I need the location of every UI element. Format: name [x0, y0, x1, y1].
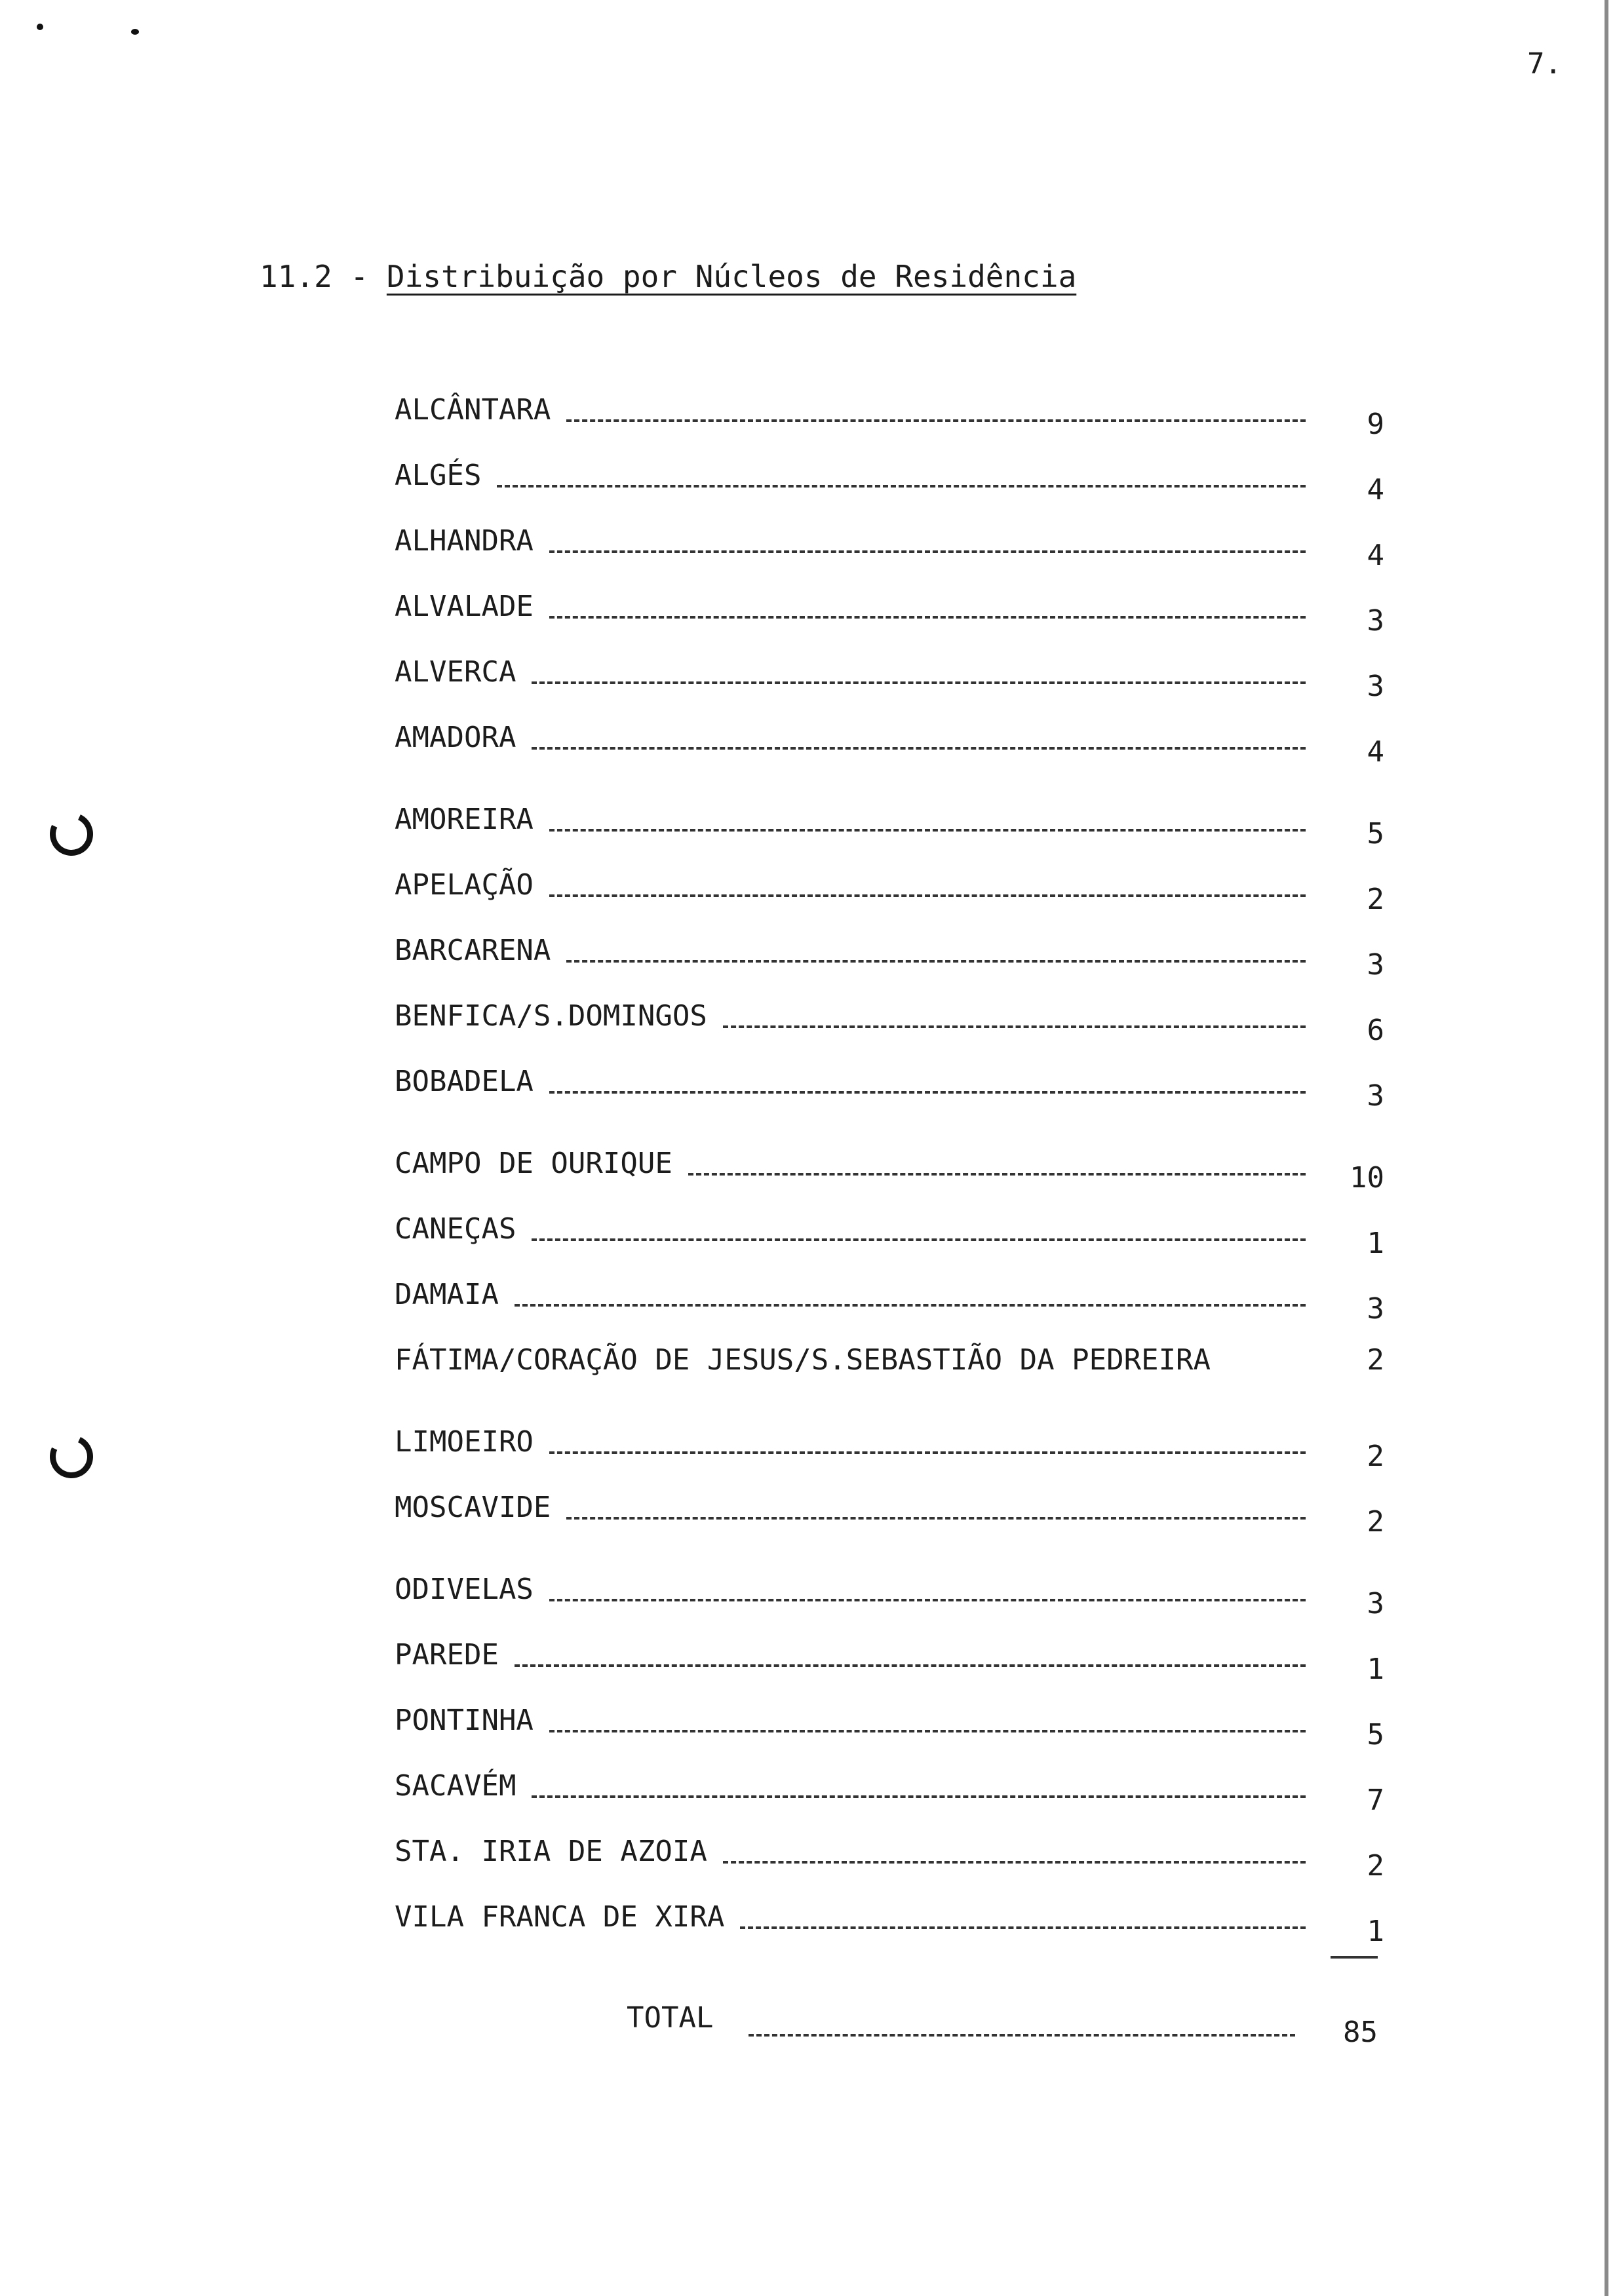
place-count: 3: [1367, 1079, 1384, 1113]
place-name: CAMPO DE OURIQUE: [395, 1147, 672, 1180]
list-item: [395, 1491, 1384, 1543]
dotted-leader: [497, 485, 1306, 488]
dotted-leader: [532, 1238, 1306, 1241]
dotted-leader: [566, 1517, 1306, 1520]
dotted-leader: [532, 1795, 1306, 1798]
place-name: AMOREIRA: [395, 803, 534, 836]
place-count: 3: [1367, 948, 1384, 982]
place-count: 3: [1367, 1587, 1384, 1620]
dotted-leader: [549, 1091, 1306, 1094]
place-name: FÁTIMA/CORAÇÃO DE JESUS/S.SEBASTIÃO DA PEDREIRA: [395, 1343, 1211, 1377]
place-count: 3: [1367, 1292, 1384, 1326]
place-name: ALHANDRA: [395, 524, 534, 558]
place-count: 3: [1367, 604, 1384, 638]
page-edge-line: [1605, 0, 1608, 2296]
section-number: 11.2 -: [260, 259, 387, 294]
total-rule: [1331, 1956, 1378, 1959]
place-count: 1: [1367, 1915, 1384, 1948]
dotted-leader: [566, 960, 1306, 963]
section-title: Distribuição por Núcleos de Residência: [386, 259, 1077, 294]
dotted-leader: [688, 1173, 1306, 1176]
list-item: [395, 721, 1384, 773]
total-leader: [749, 2034, 1295, 2037]
dotted-leader: [549, 829, 1306, 832]
place-count: 1: [1367, 1227, 1384, 1260]
dotted-leader: [549, 1599, 1306, 1601]
place-name: APELAÇÃO: [395, 868, 534, 902]
list-item: [395, 1065, 1384, 1117]
list-item: [395, 655, 1384, 708]
place-count: 5: [1367, 1718, 1384, 1751]
list-item: [395, 934, 1384, 986]
scan-speck: [37, 24, 43, 30]
section-heading: [260, 259, 1076, 294]
list-item: [395, 1278, 1384, 1330]
place-name: DAMAIA: [395, 1278, 499, 1311]
place-name: STA. IRIA DE AZOIA: [395, 1835, 707, 1868]
list-item: [395, 1638, 1384, 1691]
place-name: PONTINHA: [395, 1704, 534, 1737]
list-item: [395, 1425, 1384, 1478]
place-count: 2: [1367, 1440, 1384, 1473]
scan-speck: [131, 29, 139, 35]
dotted-leader: [549, 1730, 1306, 1732]
list-item: [395, 1704, 1384, 1756]
dotted-leader: [723, 1861, 1306, 1864]
place-count: 1: [1367, 1653, 1384, 1686]
place-name: VILA FRANCA DE XIRA: [395, 1900, 725, 1934]
place-name: BARCARENA: [395, 934, 551, 967]
dotted-leader: [723, 1025, 1306, 1028]
list-item: [395, 868, 1384, 921]
dotted-leader: [549, 550, 1306, 553]
page-number: 7.: [1527, 47, 1562, 81]
dotted-leader: [549, 616, 1306, 619]
total-label: TOTAL: [627, 2001, 714, 2035]
list-item: [395, 1573, 1384, 1625]
place-count: 3: [1367, 670, 1384, 703]
place-name: ALCÂNTARA: [395, 393, 551, 427]
dotted-leader: [532, 747, 1306, 750]
total-count: 85: [1343, 2016, 1378, 2049]
list-item: [395, 1835, 1384, 1887]
place-count: 4: [1367, 473, 1384, 507]
place-count: 4: [1367, 735, 1384, 769]
place-count: 5: [1367, 817, 1384, 851]
place-name: SACAVÉM: [395, 1769, 516, 1803]
place-count: 6: [1367, 1014, 1384, 1047]
place-name: BOBADELA: [395, 1065, 534, 1098]
place-count: 9: [1367, 408, 1384, 441]
place-count: 2: [1367, 883, 1384, 916]
place-count: 2: [1367, 1849, 1384, 1883]
dotted-leader: [549, 894, 1306, 897]
dotted-leader: [532, 681, 1306, 684]
place-count: 7: [1367, 1784, 1384, 1817]
list-item: [395, 1212, 1384, 1265]
dotted-leader: [549, 1451, 1306, 1454]
dotted-leader: [515, 1664, 1306, 1667]
list-item: [395, 1769, 1384, 1822]
place-name: ALGÉS: [395, 459, 482, 492]
place-count: 2: [1367, 1505, 1384, 1539]
place-count: 2: [1367, 1343, 1384, 1377]
place-name: PAREDE: [395, 1638, 499, 1672]
total-row: [627, 2001, 1378, 2054]
list-item: [395, 1900, 1384, 1953]
place-name: AMADORA: [395, 721, 516, 754]
place-name: MOSCAVIDE: [395, 1491, 551, 1524]
place-name: ODIVELAS: [395, 1573, 534, 1606]
list-item: [395, 999, 1384, 1052]
place-name: LIMOEIRO: [395, 1425, 534, 1459]
dotted-leader: [566, 419, 1306, 422]
punch-hole-mark: [44, 1429, 100, 1485]
dotted-leader: [515, 1304, 1306, 1307]
list-item: [395, 1147, 1384, 1199]
list-item: [395, 459, 1384, 511]
place-name: ALVALADE: [395, 590, 534, 623]
place-count: 10: [1350, 1161, 1384, 1195]
list-item: [395, 590, 1384, 642]
place-name: BENFICA/S.DOMINGOS: [395, 999, 707, 1033]
list-item: [395, 1343, 1384, 1396]
place-name: ALVERCA: [395, 655, 516, 689]
place-count: 4: [1367, 539, 1384, 572]
list-item: [395, 803, 1384, 855]
punch-hole-mark: [44, 807, 100, 862]
dotted-leader: [740, 1926, 1306, 1929]
place-name: CANEÇAS: [395, 1212, 516, 1246]
list-item: [395, 393, 1384, 446]
list-item: [395, 524, 1384, 577]
